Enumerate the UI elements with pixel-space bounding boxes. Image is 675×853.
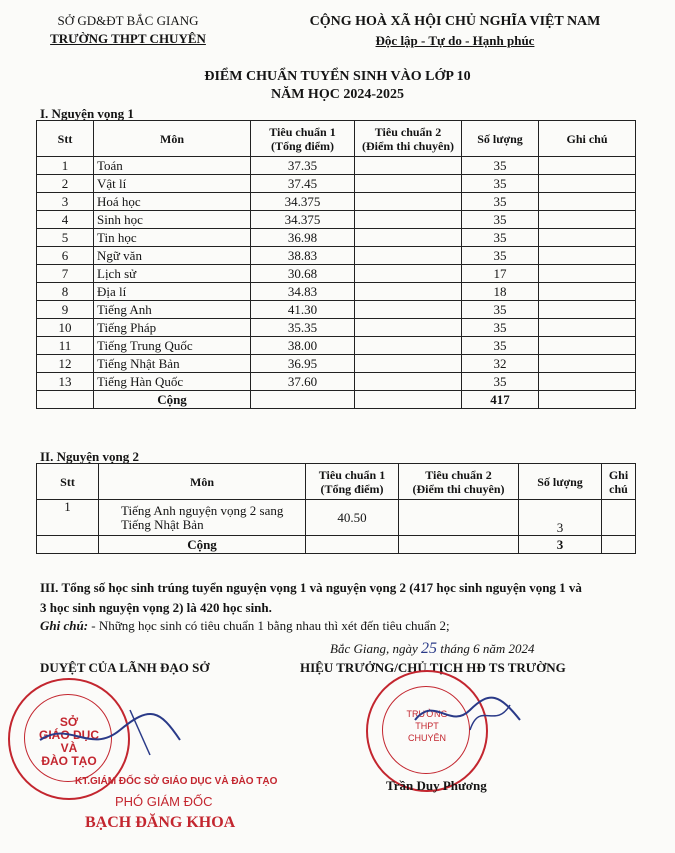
school-name: TRƯỜNG THPT CHUYÊN [50, 31, 206, 46]
sign-right-title: HIỆU TRƯỞNG/CHỦ TỊCH HĐ TS TRƯỜNG [300, 660, 566, 675]
section1-table [36, 120, 636, 409]
section2-label: II. Nguyện vọng 2 [40, 449, 139, 464]
col-mon: Môn [94, 121, 251, 157]
role-left: KT.GIÁM ĐỐC SỞ GIÁO DỤC VÀ ĐÀO TẠO [75, 776, 278, 787]
table-row: 2 Vật lí 37.45 35 [37, 175, 636, 193]
role-left-2: PHÓ GIÁM ĐỐC [115, 794, 213, 809]
signer-left-name: BẠCH ĐĂNG KHOA [85, 814, 236, 831]
table-row: 11 Tiếng Trung Quốc 38.00 35 [37, 337, 636, 355]
table-row: 9 Tiếng Anh 41.30 35 [37, 301, 636, 319]
motto: Độc lập - Tự do - Hạnh phúc [375, 33, 535, 48]
signature-left [30, 700, 210, 760]
col-gc: Ghi chú [539, 121, 636, 157]
table-row: 13 Tiếng Hàn Quốc 37.60 35 [37, 373, 636, 391]
section1-label: I. Nguyện vọng 1 [40, 106, 134, 121]
country-name: CỘNG HOÀ XÃ HỘI CHỦ NGHĨA VIỆT NAM [309, 14, 601, 29]
table-row: 5 Tin học 36.98 35 [37, 229, 636, 247]
table-row: 10 Tiếng Pháp 35.35 35 [37, 319, 636, 337]
table-row: 4 Sinh học 34.375 35 [37, 211, 636, 229]
col-stt: Stt [37, 121, 94, 157]
col-sl: Số lượng [462, 121, 539, 157]
stamp-left: SỞ GIÁO DỤC VÀ ĐÀO TẠO [8, 678, 130, 800]
table-row: 3 Hoá học 34.375 35 [37, 193, 636, 211]
table-row: 1 Toán 37.35 35 [37, 157, 636, 175]
header-left [28, 12, 228, 48]
table-row: 8 Địa lí 34.83 18 [37, 283, 636, 301]
signature-right [410, 690, 540, 740]
header-right [250, 12, 660, 50]
total-row: Cộng 417 [37, 391, 636, 409]
department-name: SỞ GD&ĐT BẮC GIANG [57, 13, 199, 28]
document-title: ĐIỂM CHUẨN TUYỂN SINH VÀO LỚP 10 NĂM HỌC 2024-2025 [204, 69, 471, 102]
table-row: 1 Tiếng Anh nguyện vọng 2 sang Tiếng Nhật Bản 40.50 3 [37, 500, 636, 536]
summary: III. Tổng số học sinh trúng tuyển nguyện vọng 1 và nguyện vọng 2 (417 học sinh nguyện vọng 1 và 3 học sinh nguyện vọng 2) là 420 học sinh. [40, 580, 582, 615]
stamp-right: TRƯỜNG THPT CHUYÊN [366, 670, 488, 792]
date-line: Bắc Giang, ngày 25 tháng 6 năm 2024 [330, 640, 535, 657]
col-tc1: Tiêu chuẩn 1 (Tổng điểm) [251, 121, 355, 157]
table-row: 12 Tiếng Nhật Bản 36.95 32 [37, 355, 636, 373]
note: Ghi chú: - Những học sinh có tiêu chuẩn 1 bằng nhau thì xét đến tiêu chuẩn 2; [40, 618, 450, 633]
total-row: Cộng 3 [37, 536, 636, 554]
sign-left-title: DUYỆT CỦA LÃNH ĐẠO SỞ [40, 660, 210, 675]
section2-table: Stt Môn Tiêu chuẩn 1 (Tổng điểm) Tiêu chuẩn 2 (Điểm thi chuyên) Số lượng Ghi chú 1 Tiếng Anh nguyện vọng 2 sang Tiếng Nhật Bản 40.50 3 Cộng 3 [36, 463, 636, 554]
col-tc2: Tiêu chuẩn 2 (Điểm thi chuyên) [355, 121, 462, 157]
table-row: 6 Ngữ văn 38.83 35 [37, 247, 636, 265]
signer-right-name: Trần Duy Phương [386, 778, 487, 793]
table-row: 7 Lịch sử 30.68 17 [37, 265, 636, 283]
